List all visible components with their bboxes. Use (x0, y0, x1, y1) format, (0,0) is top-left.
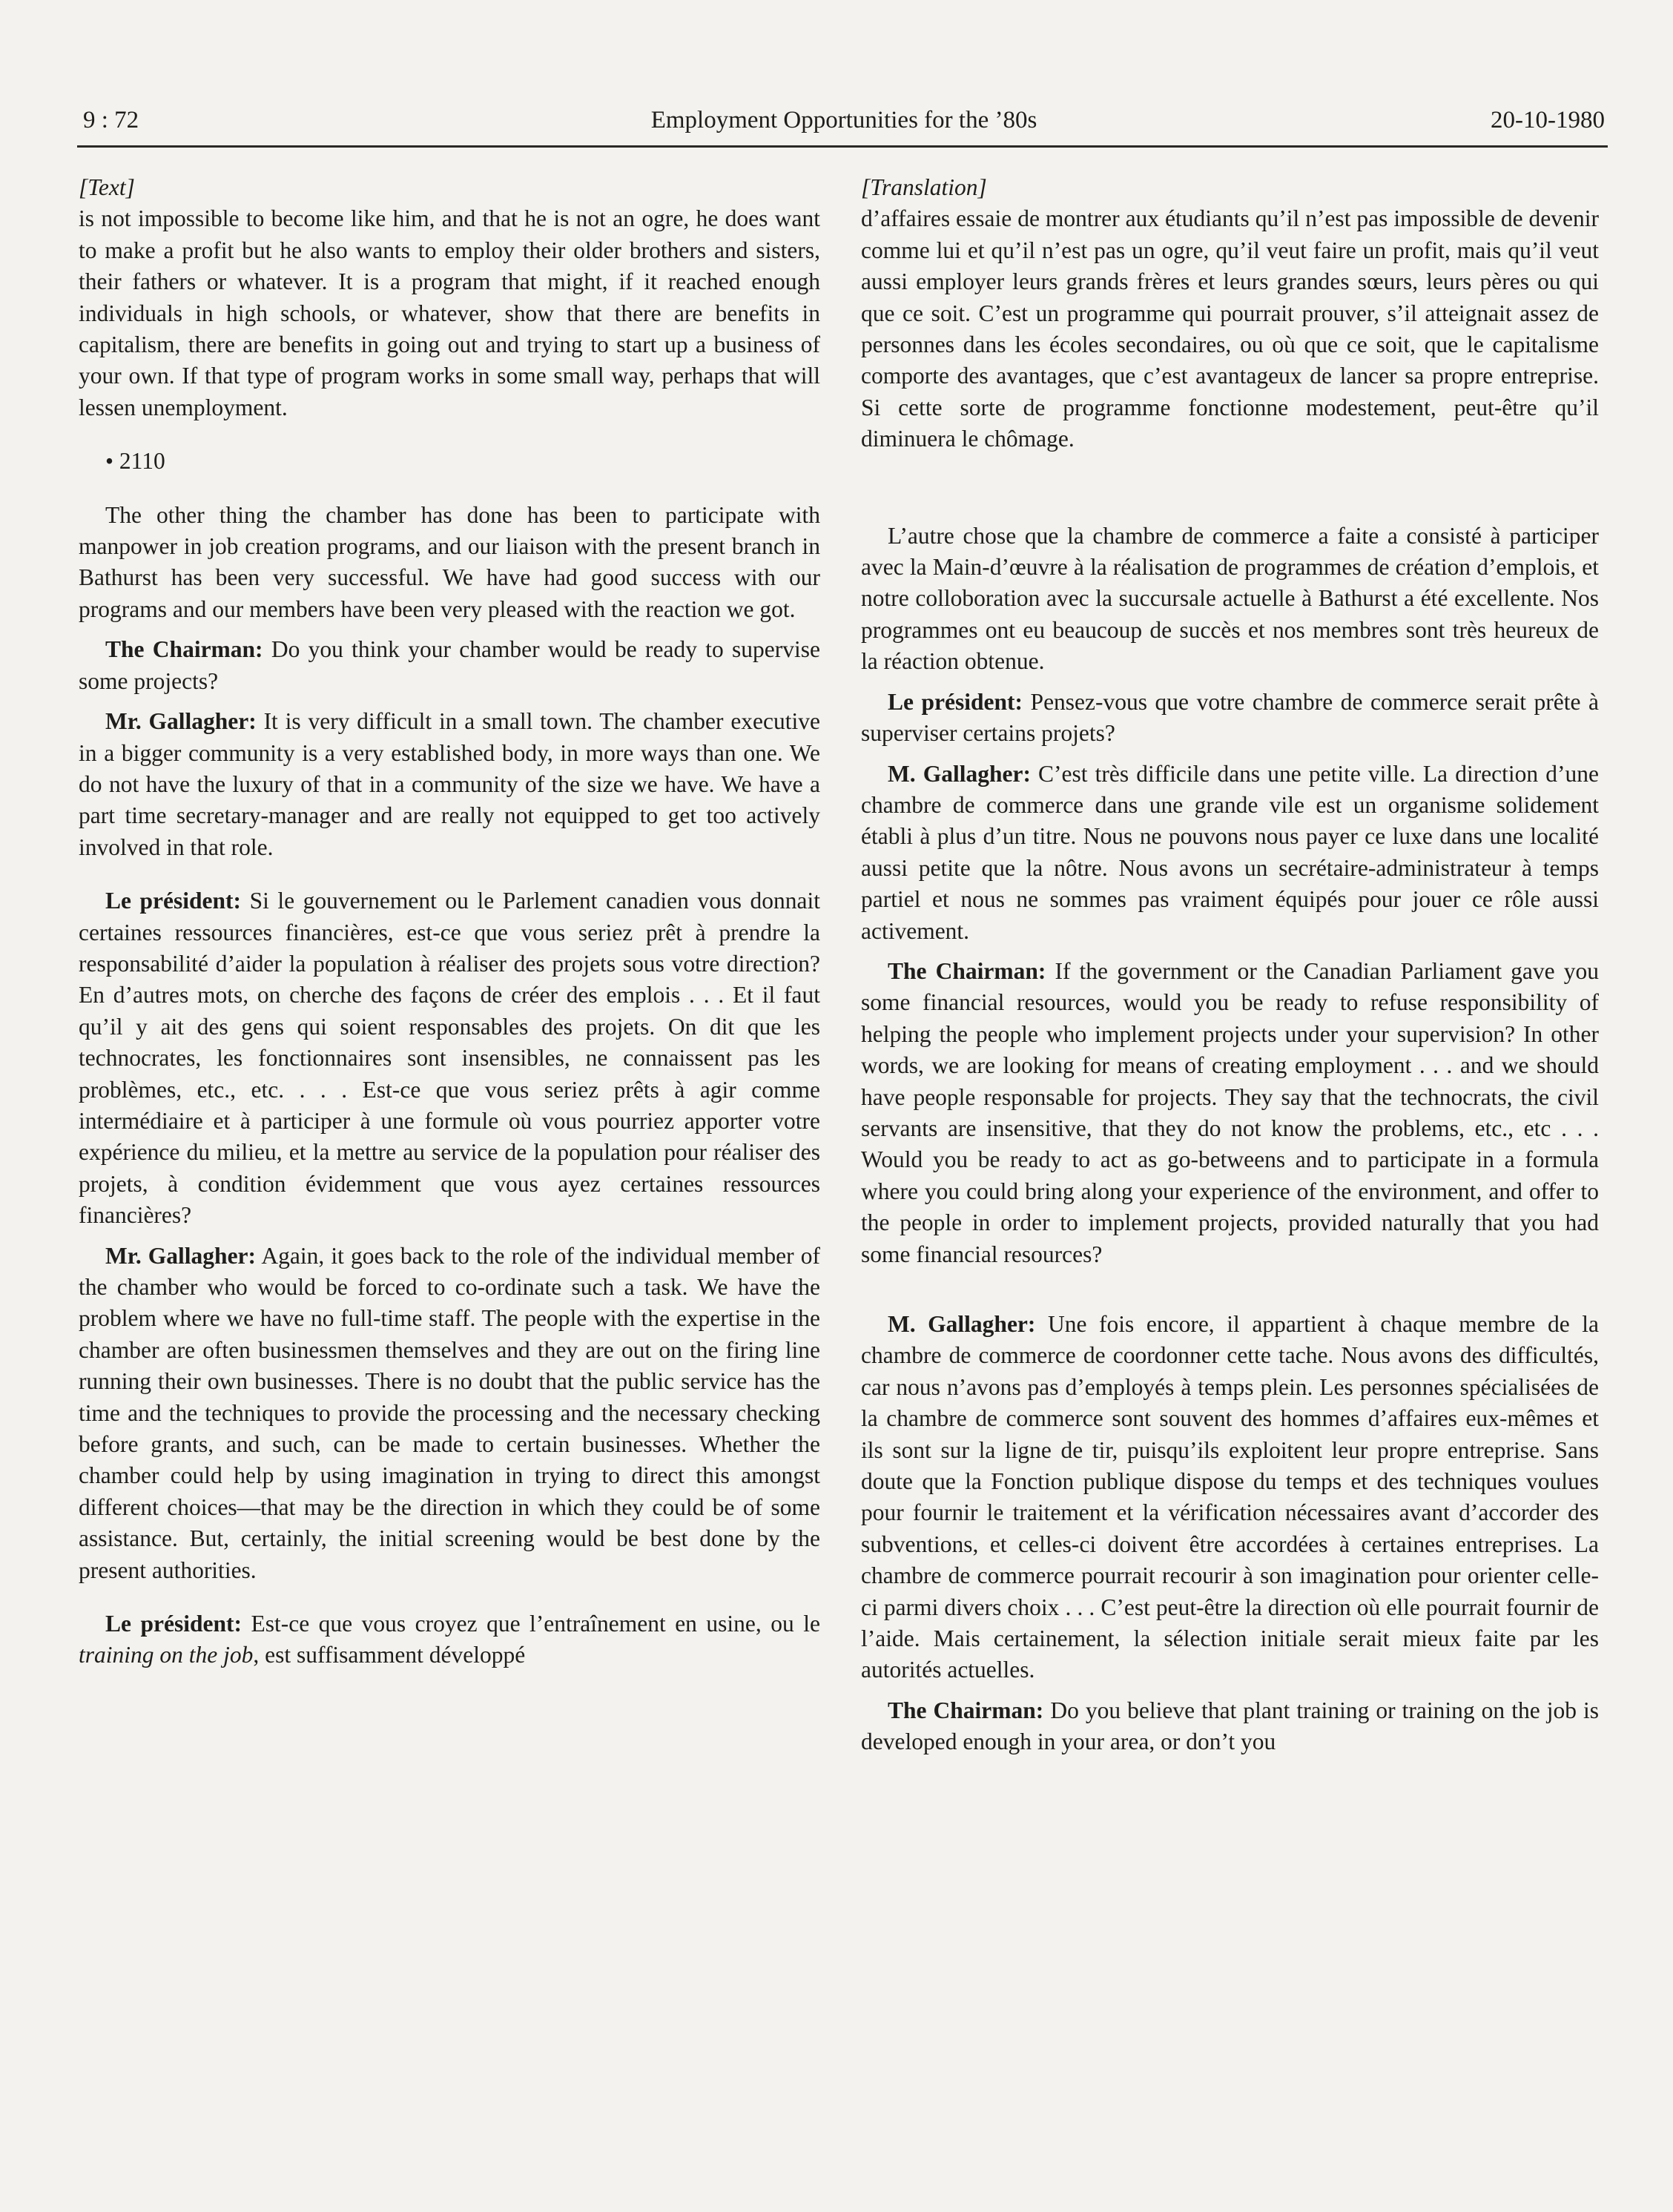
paragraph: The Chairman: If the government or the Canadian Parliament gave you some financial resources, would you be ready to refuse responsibility of helping the people who implement projects under your supervision? In other words, we are looking for means of creating employment . . . and we should have people responsable for projects. They say that the technocrats, the civil servants are insensitive, that they do not know the problems, etc., etc . . . Would you be ready to act as go-betweens and to participate in a formula where you could bring along your experience of the environment, and offer to the people in order to implement projects, provided naturally that you had some financial resources? (861, 957, 1599, 1267)
time-marker: • 2110 (105, 448, 165, 475)
speaker-name: Le président: (888, 688, 1023, 715)
left-column (79, 172, 820, 1671)
paragraph: M. Gallagher: C’est très difficile dans une petite ville. La direction d’une chambre de commerce dans une grande vile est un organisme solidement établi à plus d’un titre. Nous ne pouvons nous payer ce luxe dans une localité aussi petite que la nôtre. Nous avons un secrétaire-administrateur à temps partiel et nous ne sommes pas vraiment équipés pour jouer ce rôle aussi activement. (861, 760, 1599, 944)
paragraph: The other thing the chamber has done has been to participate with manpower in job creation programs, and our liaison with the present branch in Bathurst has been very successful. We have had good success with our programs and our members have been very pleased with the reaction we got. (79, 501, 820, 622)
paragraph: M. Gallagher: Une fois encore, il appartient à chaque membre de la chambre de commerce de coordonner cette tache. Nous avons des difficultés, car nous n’avons pas d’employés à temps plein. Les personnes spécialisées de la chambre de commerce sont souvent des hommes d’affaires eux-mêmes et ils sont sur la ligne de tir, puisqu’ils exploitent leur propre entreprise. Sans doute que la Fonction publique dispose du temps et des techniques voulues pour fournir le traitement et la vérification nécessaires avant d’accorder des subventions, et celles-ci doivent être accordées à certaines entreprises. La chambre de commerce pourrait recourir à son imagination pour orienter celle-ci parmi divers choix . . . C’est peut-être la direction où elle pourrait fournir de l’aide. Mais certainement, la sélection initiale serait mieux faite par les autorités actuelles. (861, 1311, 1599, 1683)
paragraph: Le président: Si le gouvernement ou le Parlement canadien vous donnait certaines ressources financières, est-ce que vous seriez prêt à prendre la responsabilité d’aider la population à réaliser des projets sous votre direction? En d’autres mots, on cherche des façons de créer des emplois . . . Et il faut qu’il y ait des gens qui soient responsables des projets. On dit que les technocrates, les fonctionnaires sont insensibles, ne connaissent pas les problèmes, etc., etc. . . . Est-ce que vous seriez prêts à agir comme intermédiaire et à participer à une formule où vous pourriez apporter votre expérience du milieu, et la mettre au service de la population pour réaliser des projets, à condition évidemment que vous ayez certaines ressources financières? (79, 888, 820, 1229)
speaker-name: M. Gallagher: (888, 1311, 1036, 1337)
speaker-name: The Chairman: (888, 957, 1046, 984)
speaker-name: The Chairman: (105, 636, 263, 663)
right-column (861, 172, 1599, 1758)
paragraph: d’affaires essaie de montrer aux étudiants qu’il n’est pas impossible de devenir comme lui et qu’il n’est pas un ogre, qu’il veut faire un profit, mais qu’il veut aussi employer leurs grands frères et leurs grandes sœurs, leurs pères ou qui que ce soit. C’est un programme qui pourrait prouver, s’il atteignait assez de personnes dans les écoles secondaires, ou où que ce soit, que le capitalisme comporte des avantages, que c’est avantageux de lancer sa propre entreprise. Si cette sorte de programme fonctionne modestement, peut-être qu’il diminuera le chômage. (861, 205, 1599, 452)
page-number: 9 : 72 (83, 107, 139, 133)
paragraph: The Chairman: Do you believe that plant training or training on the job is developed enough in your area, or don’t you (861, 1697, 1599, 1755)
speaker-name: Mr. Gallagher: (105, 1242, 257, 1269)
paragraph: Mr. Gallagher: It is very difficult in a small town. The chamber executive in a bigger community is a very established body, in more ways than one. We do not have the luxury of that in a community of the size we have. We have a part time secretary-manager and are really not equipped to get too actively involved in that role. (79, 708, 820, 860)
column-label: [Translation] (861, 174, 987, 200)
page-header (83, 99, 1605, 144)
header-date: 20-10-1980 (1491, 107, 1605, 133)
paragraph: Le président: Est-ce que vous croyez que l’entraînement en usine, ou le training on the job, est suffisamment développé (79, 1611, 821, 1668)
speaker-name: Le président: (105, 888, 242, 914)
column-label: [Text] (79, 174, 135, 200)
paragraph: Le président: Pensez-vous que votre chambre de commerce serait prête à superviser certains projets? (861, 688, 1599, 747)
paragraph: Mr. Gallagher: Again, it goes back to the role of the individual member of the chamber who would be forced to co-ordinate such a task. We have the problem where we have no full-time staff. The people with the expertise in the chamber are often businessmen themselves and they are out on the firing line running their own businesses. There is no doubt that the public service has the time and the techniques to provide the processing and the necessary checking before grants, and such, can be made to certain businesses. Whether the chamber could help by using imagination in trying to direct this amongst different choices—that may be the direction in which they could be of some assistance. But, certainly, the initial screening would be best done by the present authorities. (79, 1242, 821, 1583)
speaker-name: Mr. Gallagher: (105, 708, 257, 735)
speaker-name: Le président: (105, 1611, 242, 1637)
speaker-name: The Chairman: (888, 1697, 1044, 1723)
paragraph: is not impossible to become like him, and that he is not an ogre, he does want to make a profit but he also wants to employ their older brothers and sisters, their fathers or whatever. It is a program that might, if it reached enough individuals in high schools, or whatever, show that there are benefits in capitalism, there are benefits in going out and trying to start up a business of your own. If that type of program works in some small way, perhaps that will lessen unemployment. (79, 205, 820, 420)
paragraph: L’autre chose que la chambre de commerce a faite a consisté à participer avec la Main-d’œuvre à la réalisation de programmes de création d’emplois, et notre colloboration avec la succursale actuelle à Bathurst a été excellente. Nos programmes ont eu beaucoup de succès et nos membres sont très heureux de la réaction obtenue. (861, 522, 1599, 675)
paragraph: The Chairman: Do you think your chamber would be ready to supervise some projects? (79, 636, 820, 694)
speaker-name: M. Gallagher: (888, 760, 1031, 787)
header-rule (77, 145, 1608, 148)
running-title: Employment Opportunities for the ’80s (650, 107, 1037, 133)
